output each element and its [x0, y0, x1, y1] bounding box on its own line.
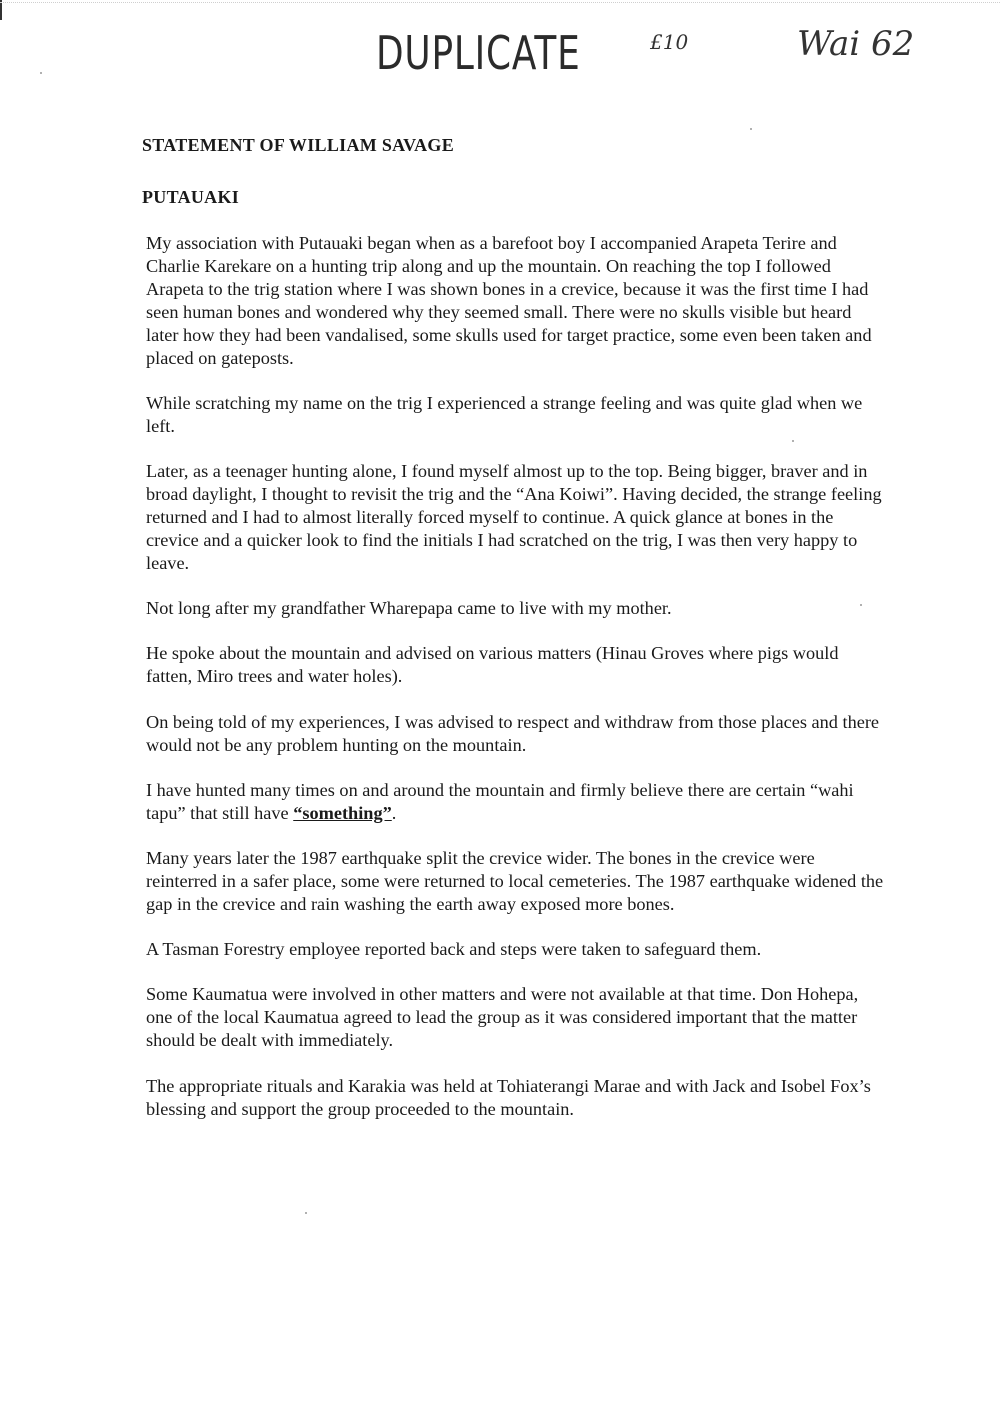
scan-speck — [40, 72, 42, 74]
paragraph: Not long after my grandfather Wharepapa came to live with my mother. — [146, 598, 672, 619]
scan-speck — [305, 1212, 307, 1214]
emphasized-word: “something” — [293, 802, 392, 823]
duplicate-stamp: DUPLICATE — [376, 26, 581, 80]
paragraph: Some Kaumatua were involved in other matters and were not available at that time. Don Hohepa, one of the local Kaumatua agreed to lead the group as it was considered important that the matter should be dealt with immediately. — [146, 984, 859, 1051]
paragraph-text: . — [391, 802, 397, 823]
scan-speck — [792, 440, 794, 442]
section-heading: PUTAUAKI — [142, 187, 240, 207]
paragraph: While scratching my name on the trig I experienced a strange feeling and was quite glad when we left. — [146, 392, 863, 436]
paragraph: The appropriate rituals and Karakia was held at Tohiaterangi Marae and with Jack and Isobel Fox’s blessing and support the group proceeded to the mountain. — [146, 1075, 871, 1119]
paragraph: A Tasman Forestry employee reported back and steps were taken to safeguard them. — [146, 939, 762, 960]
paragraph-text: I have hunted many times on and around the mountain and firmly believe there are certain “wahi tapu” that still have — [146, 779, 854, 823]
document-body — [146, 232, 886, 1143]
handwritten-reference: £10 — [650, 30, 689, 54]
paragraph: My association with Putauaki began when as a barefoot boy I accompanied Arapeta Terire and Charlie Karekare on a hunting trip along and up the mountain. On reaching the top I followed Arapeta to the trig station where I was shown bones in a crevice, because it was the first time I had seen human bones and wondered why they seemed small. There were no skulls visible but heard later how they had been vandalised, some skulls used for target practice, some even been taken and placed on gateposts. — [146, 233, 872, 369]
handwritten-wai-number: Wai 62 — [797, 24, 915, 64]
document-title: STATEMENT OF WILLIAM SAVAGE — [142, 135, 455, 155]
paragraph: Later, as a teenager hunting alone, I found myself almost up to the top. Being bigger, braver and in broad daylight, I thought to revisit the trig and the “Ana Koiwi”. Having decided, the strange feeling returned and I had to almost literally forced myself to continue. A quick glance at bones in the crevice and a quicker look to find the initials I had scratched on the trig, I was then very happy to leave. — [146, 460, 882, 574]
scan-speck — [860, 604, 862, 606]
paragraph: On being told of my experiences, I was advised to respect and withdraw from those places and there would not be any problem hunting on the mountain. — [146, 711, 880, 755]
scan-artifact-line — [0, 2, 1000, 6]
paragraph-with-emphasis — [146, 779, 886, 825]
paragraph: Many years later the 1987 earthquake split the crevice wider. The bones in the crevice were reinterred in a safer place, some were returned to local cemeteries. The 1987 earthquake widened the gap in the crevice and rain washing the earth away exposed more bones. — [146, 847, 884, 915]
scan-speck — [750, 128, 752, 130]
paragraph: He spoke about the mountain and advised on various matters (Hinau Groves where pigs would fatten, Miro trees and water holes). — [146, 643, 839, 687]
